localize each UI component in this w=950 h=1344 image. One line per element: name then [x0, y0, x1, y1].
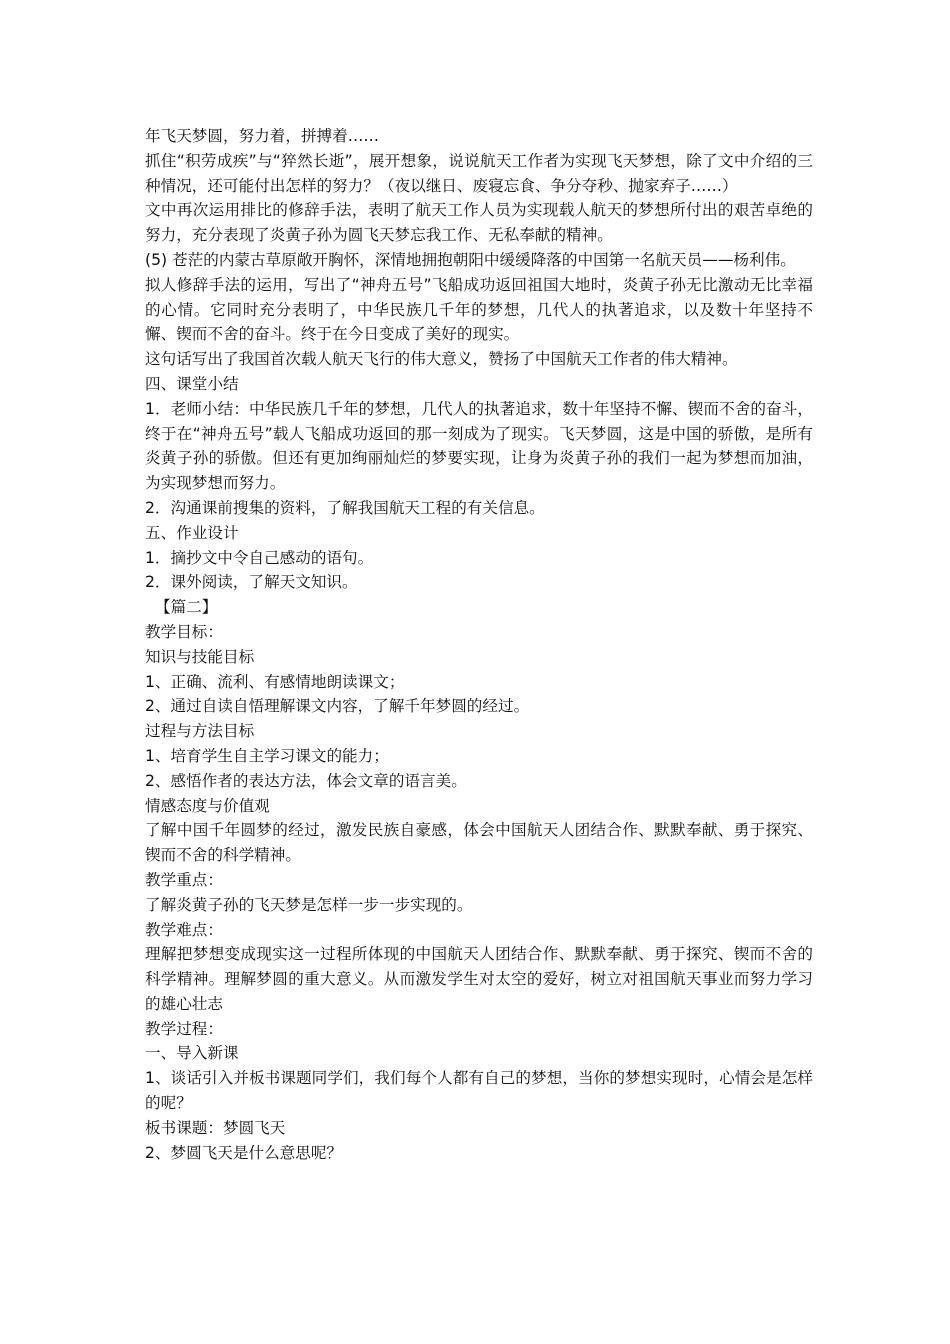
heading-key-points: 教学重点：	[145, 870, 223, 889]
heading-teaching-goals: 教学目标：	[145, 622, 223, 641]
process-item-2: 2、梦圆飞天是什么意思呢？	[145, 1143, 343, 1162]
subheading-attitude-values: 情感态度与价值观	[145, 796, 270, 815]
paragraph-key-points: 了解炎黄子孙的飞天梦是怎样一步一步实现的。	[145, 895, 473, 914]
paragraph-imagination-question: 抓住“积劳成疾”与“猝然长逝”，展开想象，说说航天工作者为实现飞天梦想，除了文中介绍的三种情况，还可能付出怎样的努力？（夜以继日、废寝忘食、争分夺秒、抛家弃子……）	[145, 151, 813, 195]
document-page	[145, 124, 813, 1165]
paragraph-parallelism-analysis: 文中再次运用排比的修辞手法，表明了航天工作人员为实现载人航天的梦想所付出的艰苦卓绝的努力，充分表现了炎黄子孙为圆飞天梦忘我工作、无私奉献的精神。	[145, 201, 813, 245]
section-heading-summary: 四、课堂小结	[145, 374, 239, 393]
section-heading-introduction: 一、导入新课	[145, 1044, 239, 1063]
heading-difficulties: 教学难点：	[145, 920, 223, 939]
paragraph-sentence-5: (5) 苍茫的内蒙古草原敞开胸怀，深情地拥抱朝阳中缓缓降落的中国第一名航天员——杨利伟。	[145, 250, 796, 269]
paragraph-attitude-values: 了解中国千年圆梦的经过，激发民族自豪感，体会中国航天人团结合作、默默奉献、勇于探究、锲而不舍的科学精神。	[145, 821, 813, 865]
paragraph-board-title: 板书课题：梦圆飞天	[145, 1118, 286, 1137]
homework-item-2: 2．课外阅读，了解天文知识。	[145, 573, 358, 592]
homework-item-1: 1．摘抄文中令自己感动的语句。	[145, 548, 374, 567]
paragraph-significance: 这句话写出了我国首次载人航天飞行的伟大意义，赞扬了中国航天工作者的伟大精神。	[145, 350, 738, 369]
paragraph-difficulties: 理解把梦想变成现实这一过程所体现的中国航天人团结合作、默默奉献、勇于探究、锲而不舍的科学精神。理解梦圆的重大意义。从而激发学生对太空的爱好，树立对祖国航天事业而努力学习的雄心壮志	[145, 945, 813, 1013]
goal-item-self-study: 1、培育学生自主学习课文的能力；	[145, 746, 389, 765]
paragraph-materials: 2．沟通课前搜集的资料，了解我国航天工程的有关信息。	[145, 498, 545, 517]
paragraph-intro-line: 年飞天梦圆，努力着，拼搏着……	[145, 127, 379, 145]
paragraph-personification-analysis: 拟人修辞手法的运用，写出了“神舟五号”飞船成功返回祖国大地时，炎黄子孙无比激动无比幸福的心情。它同时充分表明了，中华民族几千年的梦想，几代人的执著追求，以及数十年坚持不懈、锲而不舍的奋斗。终于在今日变成了美好的现实。	[145, 275, 813, 344]
section-heading-homework: 五、作业设计	[145, 523, 239, 542]
heading-teaching-process: 教学过程：	[145, 1019, 223, 1038]
subheading-process-method: 过程与方法目标	[145, 722, 255, 741]
part-two-heading: 【篇二】	[155, 598, 218, 617]
subheading-knowledge-skills: 知识与技能目标	[145, 647, 255, 666]
goal-item-expression: 2、感悟作者的表达方法，体会文章的语言美。	[145, 771, 467, 790]
process-item-1: 1、谈话引入并板书课题同学们，我们每个人都有自己的梦想，当你的梦想实现时，心情会是怎样的呢？	[145, 1069, 813, 1113]
goal-item-understanding: 2、通过自读自悟理解课文内容，了解千年梦圆的经过。	[145, 697, 530, 716]
goal-item-reading: 1、正确、流利、有感情地朗读课文；	[145, 672, 405, 691]
paragraph-teacher-summary: 1．老师小结：中华民族几千年的梦想，几代人的执著追求，数十年坚持不懈、锲而不舍的奋斗，终于在“神舟五号”载人飞船成功返回的那一刻成为了现实。飞天梦圆，这是中国的骄傲，是所有炎黄子孙的骄傲。但还有更加绚丽灿烂的梦要实现，让身为炎黄子孙的我们一起为梦想而加油，为实现梦想而努力。	[145, 399, 813, 493]
